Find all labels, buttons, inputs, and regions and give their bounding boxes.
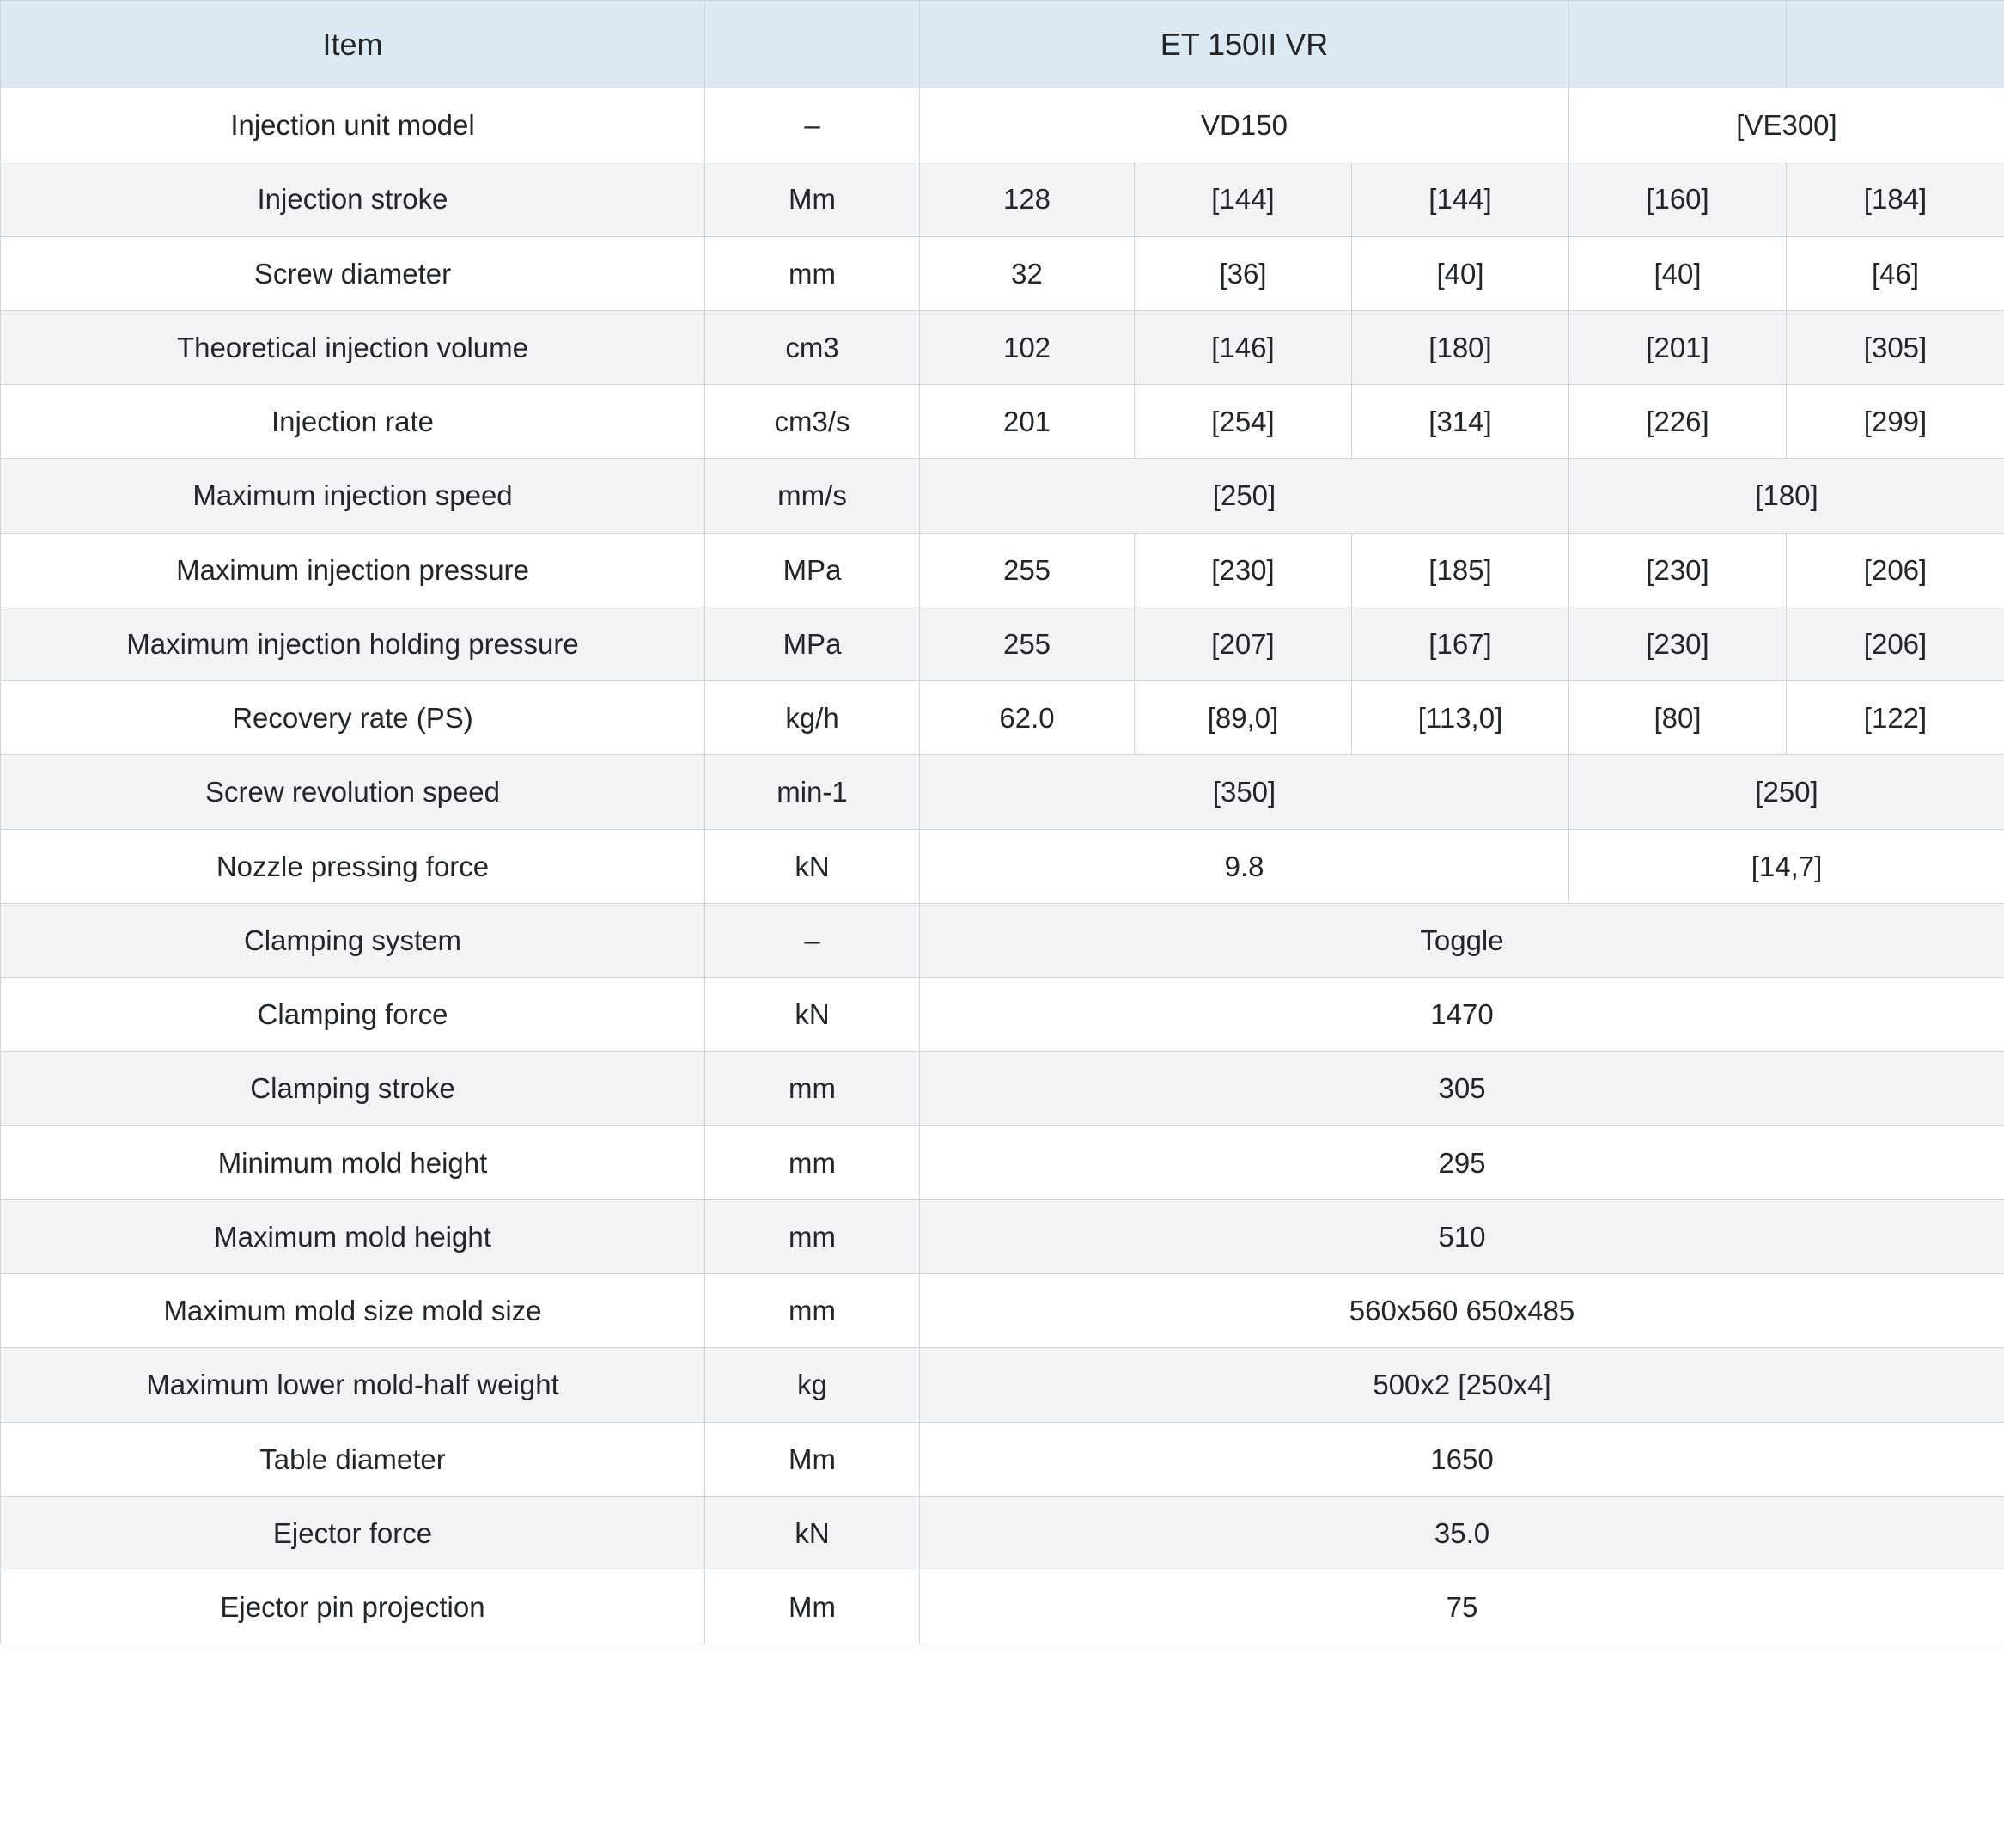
row-value-cell: 9.8 xyxy=(920,829,1569,903)
row-value-cell: [144] xyxy=(1135,162,1352,236)
table-row xyxy=(1,607,2004,680)
row-unit-label: cm3/s xyxy=(705,385,920,459)
row-value-cell: Toggle xyxy=(920,903,2004,977)
row-value-cell: [230] xyxy=(1135,533,1352,607)
row-unit-label: – xyxy=(705,903,920,977)
table-row xyxy=(1,978,2004,1052)
row-value-cell: [230] xyxy=(1569,607,1787,680)
table-row xyxy=(1,162,2004,236)
row-item-label: Theoretical injection volume xyxy=(1,310,705,384)
row-value-cell: [146] xyxy=(1135,310,1352,384)
row-value-cell: 255 xyxy=(920,607,1135,680)
row-value-cell: 1650 xyxy=(920,1422,2004,1496)
row-item-label: Recovery rate (PS) xyxy=(1,681,705,755)
row-unit-label: kg xyxy=(705,1348,920,1422)
row-unit-label: – xyxy=(705,88,920,162)
column-header-item: Item xyxy=(1,1,705,88)
row-unit-label: mm xyxy=(705,1125,920,1199)
table-row xyxy=(1,903,2004,977)
row-unit-label: Mm xyxy=(705,162,920,236)
row-item-label: Maximum injection holding pressure xyxy=(1,607,705,680)
row-unit-label: kN xyxy=(705,829,920,903)
table-row xyxy=(1,533,2004,607)
row-item-label: Clamping force xyxy=(1,978,705,1052)
table-row xyxy=(1,88,2004,162)
row-item-label: Maximum mold size mold size xyxy=(1,1274,705,1348)
row-item-label: Minimum mold height xyxy=(1,1125,705,1199)
row-unit-label: kN xyxy=(705,978,920,1052)
row-item-label: Maximum lower mold-half weight xyxy=(1,1348,705,1422)
row-item-label: Clamping stroke xyxy=(1,1052,705,1125)
row-unit-label: kg/h xyxy=(705,681,920,755)
row-value-cell: 35.0 xyxy=(920,1496,2004,1570)
row-unit-label: mm xyxy=(705,236,920,310)
row-item-label: Injection unit model xyxy=(1,88,705,162)
row-unit-label: mm/s xyxy=(705,459,920,533)
row-value-cell: [350] xyxy=(920,755,1569,829)
row-value-cell: [36] xyxy=(1135,236,1352,310)
table-row xyxy=(1,1052,2004,1125)
row-value-cell: [254] xyxy=(1135,385,1352,459)
row-unit-label: kN xyxy=(705,1496,920,1570)
row-value-cell: 295 xyxy=(920,1125,2004,1199)
row-value-cell: [250] xyxy=(1569,755,2004,829)
table-header-row xyxy=(1,1,2004,88)
table-row xyxy=(1,755,2004,829)
row-value-cell: [14,7] xyxy=(1569,829,2004,903)
table-row xyxy=(1,310,2004,384)
row-value-cell: [160] xyxy=(1569,162,1787,236)
table-row xyxy=(1,236,2004,310)
row-value-cell: [80] xyxy=(1569,681,1787,755)
row-value-cell: 201 xyxy=(920,385,1135,459)
row-value-cell: [206] xyxy=(1787,533,2004,607)
row-value-cell: 1470 xyxy=(920,978,2004,1052)
row-unit-label: mm xyxy=(705,1199,920,1273)
row-value-cell: 75 xyxy=(920,1570,2004,1644)
table-body xyxy=(1,88,2004,1644)
row-value-cell: 255 xyxy=(920,533,1135,607)
table-row xyxy=(1,1199,2004,1273)
row-unit-label: mm xyxy=(705,1274,920,1348)
table-row xyxy=(1,1125,2004,1199)
row-value-cell: 510 xyxy=(920,1199,2004,1273)
row-value-cell: 500x2 [250x4] xyxy=(920,1348,2004,1422)
table-row xyxy=(1,1496,2004,1570)
table-row xyxy=(1,1570,2004,1644)
row-item-label: Injection rate xyxy=(1,385,705,459)
row-value-cell: 560x560 650x485 xyxy=(920,1274,2004,1348)
table-row xyxy=(1,1274,2004,1348)
row-value-cell: [305] xyxy=(1787,310,2004,384)
table-row xyxy=(1,1348,2004,1422)
table-row xyxy=(1,385,2004,459)
row-item-label: Maximum injection pressure xyxy=(1,533,705,607)
row-value-cell: 305 xyxy=(920,1052,2004,1125)
row-value-cell: [144] xyxy=(1352,162,1569,236)
row-value-cell: [122] xyxy=(1787,681,2004,755)
row-unit-label: min-1 xyxy=(705,755,920,829)
row-value-cell: [185] xyxy=(1352,533,1569,607)
row-item-label: Nozzle pressing force xyxy=(1,829,705,903)
row-value-cell: [167] xyxy=(1352,607,1569,680)
row-item-label: Screw diameter xyxy=(1,236,705,310)
row-value-cell: [89,0] xyxy=(1135,681,1352,755)
row-value-cell: 128 xyxy=(920,162,1135,236)
column-header-model: ET 150II VR xyxy=(920,1,1569,88)
row-item-label: Clamping system xyxy=(1,903,705,977)
row-value-cell: [250] xyxy=(920,459,1569,533)
row-unit-label: MPa xyxy=(705,533,920,607)
row-value-cell: 32 xyxy=(920,236,1135,310)
row-unit-label: MPa xyxy=(705,607,920,680)
row-value-cell: [230] xyxy=(1569,533,1787,607)
row-value-cell: [VE300] xyxy=(1569,88,2004,162)
row-item-label: Ejector force xyxy=(1,1496,705,1570)
row-item-label: Screw revolution speed xyxy=(1,755,705,829)
table-row xyxy=(1,829,2004,903)
column-header-extra-1 xyxy=(1569,1,1787,88)
row-item-label: Injection stroke xyxy=(1,162,705,236)
table-header xyxy=(1,1,2004,88)
column-header-unit xyxy=(705,1,920,88)
row-item-label: Maximum mold height xyxy=(1,1199,705,1273)
row-unit-label: cm3 xyxy=(705,310,920,384)
row-unit-label: mm xyxy=(705,1052,920,1125)
row-value-cell: [40] xyxy=(1569,236,1787,310)
row-unit-label: Mm xyxy=(705,1570,920,1644)
row-value-cell: [46] xyxy=(1787,236,2004,310)
row-unit-label: Mm xyxy=(705,1422,920,1496)
row-value-cell: [207] xyxy=(1135,607,1352,680)
row-value-cell: [184] xyxy=(1787,162,2004,236)
row-value-cell: [40] xyxy=(1352,236,1569,310)
row-value-cell: [299] xyxy=(1787,385,2004,459)
row-item-label: Table diameter xyxy=(1,1422,705,1496)
row-value-cell: [314] xyxy=(1352,385,1569,459)
table-row xyxy=(1,459,2004,533)
row-value-cell: [201] xyxy=(1569,310,1787,384)
row-value-cell: [180] xyxy=(1569,459,2004,533)
row-value-cell: [206] xyxy=(1787,607,2004,680)
row-value-cell: [113,0] xyxy=(1352,681,1569,755)
row-value-cell: VD150 xyxy=(920,88,1569,162)
row-value-cell: 102 xyxy=(920,310,1135,384)
row-item-label: Maximum injection speed xyxy=(1,459,705,533)
row-value-cell: [180] xyxy=(1352,310,1569,384)
row-item-label: Ejector pin projection xyxy=(1,1570,705,1644)
column-header-extra-2 xyxy=(1787,1,2004,88)
row-value-cell: [226] xyxy=(1569,385,1787,459)
table-row xyxy=(1,681,2004,755)
table-row xyxy=(1,1422,2004,1496)
row-value-cell: 62.0 xyxy=(920,681,1135,755)
